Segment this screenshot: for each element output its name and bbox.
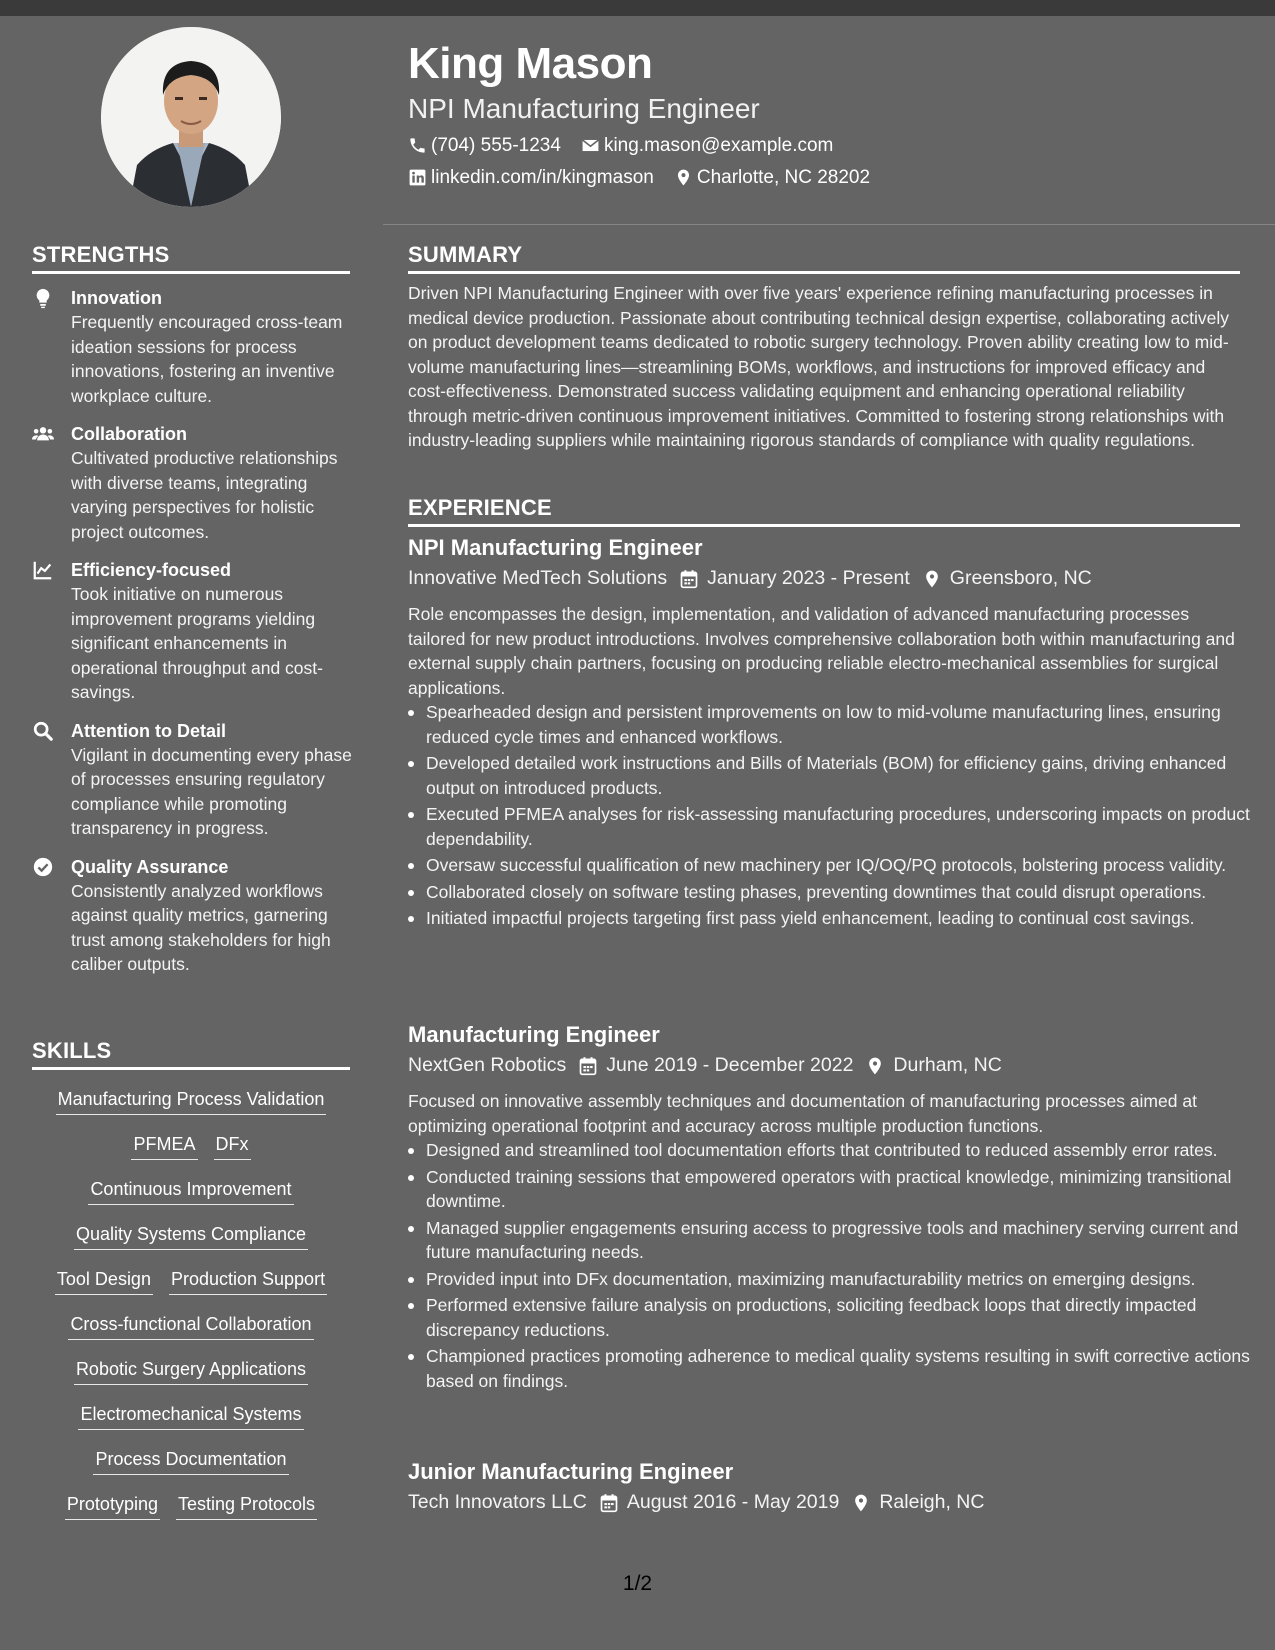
- email-contact[interactable]: [581, 136, 833, 155]
- strength-desc: Consistently analyzed workflows against quality metrics, garnering trust among stakeholders for high caliber outputs.: [71, 880, 331, 974]
- linkedin-text: linkedin.com/in/kingmason: [431, 167, 654, 188]
- job-bullets: [408, 700, 1258, 933]
- summary-rule: [408, 271, 1240, 274]
- phone-icon: [408, 136, 427, 155]
- location-contact: [674, 168, 870, 187]
- skill-tag: Electromechanical Systems: [78, 1402, 303, 1430]
- summary-text: Driven NPI Manufacturing Engineer with over five years' experience refining manufacturing processes in medical device production. Passionate about contributing technical design expertise, collaborating actively on product development teams dedicated to robotic surgery technology. Proven ability creating low to mid-volume manufacturing lines—streamlining BOMs, workflows, and instructions for improved efficacy and cost-effectiveness. Demonstrated success validating equipment and enhancing operational reliability through metric-driven continuous improvement initiatives. Committed to fostering strong relationships with industry-leading suppliers while maintaining rigorous standards of compliance with quality regulations.: [408, 283, 1230, 450]
- skill-tag: Manufacturing Process Validation: [56, 1087, 327, 1115]
- candidate-title: NPI Manufacturing Engineer: [408, 93, 760, 124]
- skill-tag: Quality Systems Compliance: [74, 1222, 308, 1250]
- summary-heading: SUMMARY: [408, 242, 523, 267]
- strengths-heading: STRENGTHS: [32, 242, 170, 267]
- skill-tag: Process Documentation: [93, 1447, 288, 1475]
- job-location: Raleigh, NC: [879, 1491, 985, 1514]
- linkedin-icon: [408, 168, 427, 187]
- bullet-item: Developed detailed work instructions and Bills of Materials (BOM) for efficiency gains, driving enhanced output on introduced products.: [426, 751, 1258, 800]
- job-company: NextGen Robotics: [408, 1054, 567, 1077]
- contact-row-1: [408, 136, 853, 155]
- calendar-icon: [679, 569, 699, 589]
- page-number: 1/2: [622, 1572, 653, 1595]
- top-bar: [0, 0, 1275, 16]
- strength-desc: Vigilant in documenting every phase of processes ensuring regulatory compliance while promoting transparency in progress.: [71, 744, 352, 838]
- bullet-item: Performed extensive failure analysis on productions, soliciting feedback loops that directly impacted discrepancy reductions.: [426, 1293, 1258, 1342]
- job-meta: [408, 1056, 1002, 1076]
- calendar-icon: [599, 1493, 619, 1513]
- lightbulb-icon: [32, 287, 54, 309]
- map-pin-icon: [865, 1056, 885, 1076]
- job-description: Role encompasses the design, implementation, and validation of advanced manufacturing processes tailored for new product introductions. Involves comprehensive collaboration both within manufacturing and external supply chain partners, focusing on producing reliable electro-mechanical assemblies for surgical applications.: [408, 604, 1235, 698]
- job-bullets: [408, 1138, 1258, 1395]
- bullet-item: Collaborated closely on software testing phases, preventing downtimes that could disrupt operations.: [426, 880, 1258, 905]
- job-title: Manufacturing Engineer: [408, 1022, 660, 1047]
- bullet-item: Designed and streamlined tool documentation efforts that contributed to reduced assembly error rates.: [426, 1138, 1258, 1163]
- chart-line-icon: [32, 559, 54, 581]
- bullet-item: Executed PFMEA analyses for risk-assessing manufacturing procedures, underscoring impacts on product dependability.: [426, 802, 1258, 851]
- strength-title: Collaboration: [71, 424, 187, 444]
- map-pin-icon: [674, 168, 693, 187]
- skill-tag: Production Support: [169, 1267, 327, 1295]
- strength-desc: Cultivated productive relationships with diverse teams, integrating varying perspectives for holistic project outcomes.: [71, 448, 338, 542]
- job-dates: January 2023 - Present: [707, 567, 910, 590]
- strength-item: [32, 422, 352, 544]
- bullet-item: Managed supplier engagements ensuring access to progressive tools and machinery serving current and future manufacturing needs.: [426, 1216, 1258, 1265]
- envelope-icon: [581, 136, 600, 155]
- skills-list: [32, 1087, 350, 1537]
- job-location: Greensboro, NC: [949, 567, 1092, 590]
- phone-contact[interactable]: [408, 136, 561, 155]
- bullet-item: Spearheaded design and persistent improvements on low to mid-volume manufacturing lines, ensuring reduced cycle times and enhanced workflows.: [426, 700, 1258, 749]
- strength-title: Attention to Detail: [71, 720, 226, 741]
- candidate-name: King Mason: [408, 39, 653, 88]
- strength-desc: Took initiative on numerous improvement programs yielding significant enhancements in operational throughput and cost-savings.: [71, 584, 323, 702]
- strength-title: Innovation: [71, 288, 162, 308]
- strength-item: [32, 855, 352, 977]
- strength-title: Quality Assurance: [71, 856, 229, 877]
- job-dates: August 2016 - May 2019: [626, 1491, 840, 1514]
- skill-tag: Robotic Surgery Applications: [74, 1357, 308, 1385]
- strength-item: [32, 286, 352, 408]
- experience-heading: EXPERIENCE: [408, 495, 552, 520]
- skill-tag: PFMEA: [131, 1132, 197, 1160]
- map-pin-icon: [922, 569, 942, 589]
- bullet-item: Initiated impactful projects targeting first pass yield enhancement, leading to continual cost savings.: [426, 906, 1258, 931]
- skill-tag: DFx: [214, 1132, 251, 1160]
- skill-tag: Testing Protocols: [176, 1492, 317, 1520]
- strength-item: [32, 558, 352, 705]
- skill-tag: Tool Design: [55, 1267, 153, 1295]
- location-text: Charlotte, NC 28202: [696, 167, 871, 188]
- skill-tag: Prototyping: [65, 1492, 160, 1520]
- skills-rule: [32, 1067, 350, 1070]
- email-text: king.mason@example.com: [603, 135, 834, 156]
- job-description: Focused on innovative assembly techniques and documentation of manufacturing processes aimed at optimizing operational footprint and accuracy across multiple production functions.: [408, 1091, 1197, 1136]
- profile-photo: [101, 27, 281, 207]
- strengths-rule: [32, 271, 350, 274]
- job-meta: [408, 1493, 984, 1513]
- job-company: Innovative MedTech Solutions: [408, 567, 668, 590]
- linkedin-contact[interactable]: [408, 168, 654, 187]
- search-icon: [32, 720, 54, 742]
- skill-tag: Continuous Improvement: [88, 1177, 293, 1205]
- strength-title: Efficiency-focused: [71, 560, 232, 580]
- skill-tag: Cross-functional Collaboration: [68, 1312, 313, 1340]
- job-title: NPI Manufacturing Engineer: [408, 535, 703, 560]
- map-pin-icon: [851, 1493, 871, 1513]
- phone-text: (704) 555-1234: [431, 135, 561, 156]
- skills-heading: SKILLS: [32, 1038, 112, 1063]
- strengths-list: [32, 286, 352, 991]
- calendar-icon: [578, 1056, 598, 1076]
- contact-row-2: [408, 168, 890, 187]
- job-title: Junior Manufacturing Engineer: [408, 1459, 734, 1484]
- check-circle-icon: [32, 856, 54, 878]
- bullet-item: Oversaw successful qualification of new machinery per IQ/OQ/PQ protocols, bolstering process validity.: [426, 853, 1258, 878]
- job-location: Durham, NC: [893, 1054, 1002, 1077]
- job-meta: [408, 569, 1092, 589]
- job-dates: June 2019 - December 2022: [606, 1054, 854, 1077]
- job-company: Tech Innovators LLC: [408, 1491, 587, 1514]
- header-divider: [383, 224, 1275, 225]
- bullet-item: Championed practices promoting adherence to medical quality systems resulting in swift corrective actions based on findings.: [426, 1344, 1258, 1393]
- bullet-item: Conducted training sessions that empowered operators with practical knowledge, minimizing transitional downtime.: [426, 1165, 1258, 1214]
- bullet-item: Provided input into DFx documentation, maximizing manufacturability metrics on emerging designs.: [426, 1267, 1258, 1292]
- users-icon: [32, 423, 54, 445]
- strength-desc: Frequently encouraged cross-team ideation sessions for process innovations, fostering an inventive workplace culture.: [71, 312, 343, 406]
- strength-item: [32, 719, 352, 841]
- experience-rule: [408, 524, 1240, 527]
